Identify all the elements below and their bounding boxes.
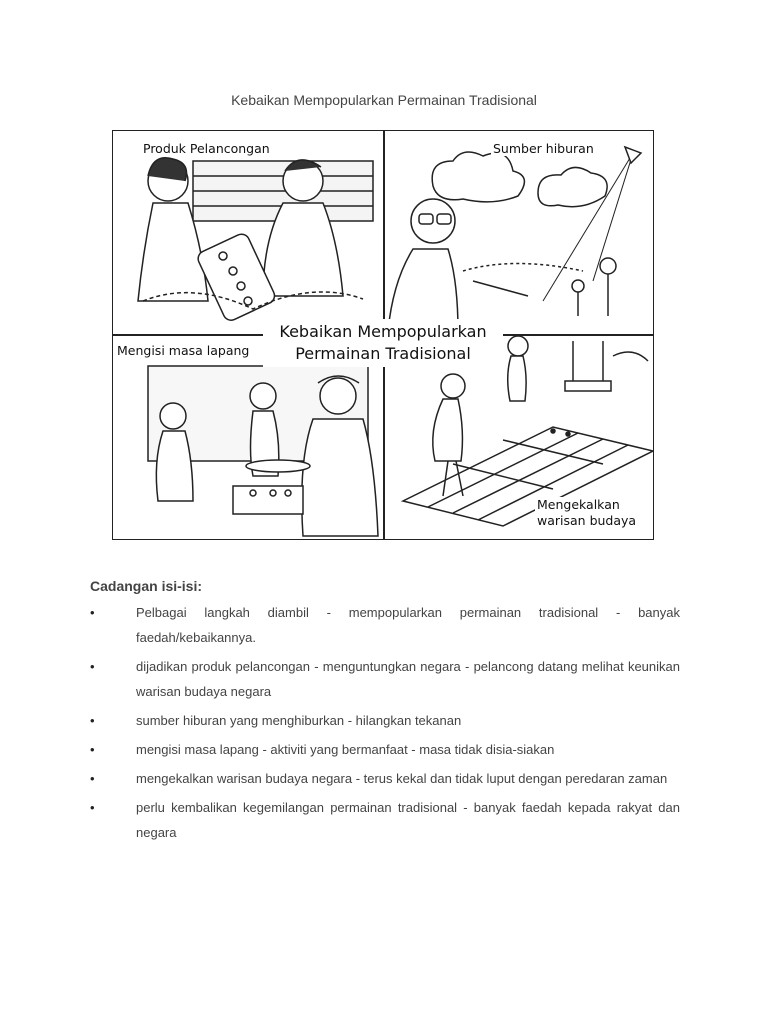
panel-label-entertainment: Sumber hiburan (493, 141, 594, 156)
point-text: mengisi masa lapang - aktiviti yang bermanfaat - masa tidak disia-siakan (136, 742, 555, 757)
point-text: Pelbagai langkah diambil - mempopularkan permainan tradisional - banyak faedah/kebaikannya. (136, 605, 680, 645)
list-item (90, 766, 680, 791)
bullet-icon: • (90, 771, 95, 786)
panel-label-heritage (535, 497, 638, 529)
list-item (90, 708, 680, 733)
figure-center-title-line2: Permainan Tradisional (295, 344, 471, 363)
panel-leisure-drawing (148, 366, 378, 536)
bullet-icon: • (90, 800, 95, 815)
bullet-icon: • (90, 713, 95, 728)
bullet-icon: • (90, 742, 95, 757)
point-text: perlu kembalikan kegemilangan permainan tradisional - banyak faedah kepada rakyat dan negara (136, 800, 680, 840)
figure-center-title (263, 319, 503, 367)
points-list (90, 600, 680, 849)
panel-label-leisure: Mengisi masa lapang (117, 343, 250, 358)
panel-congkak-drawing (138, 158, 373, 323)
panel-label-tourism: Produk Pelancongan (143, 141, 270, 156)
panel-kite-drawing (388, 147, 641, 331)
point-text: dijadikan produk pelancongan - menguntungkan negara - pelancong datang melihat keunikan warisan budaya negara (136, 659, 680, 699)
list-item (90, 795, 680, 845)
illustration-figure (112, 130, 654, 540)
figure-center-title-line1: Kebaikan Mempopularkan (279, 322, 487, 341)
point-text: mengekalkan warisan budaya negara - terus kekal dan tidak luput dengan peredaran zaman (136, 771, 668, 786)
bullet-icon: • (90, 659, 95, 674)
list-item (90, 654, 680, 704)
list-item (90, 600, 680, 650)
section-heading: Cadangan isi-isi: (90, 578, 203, 594)
point-text: sumber hiburan yang menghiburkan - hilangkan tekanan (136, 713, 462, 728)
panel-label-heritage-line2: warisan budaya (537, 513, 637, 528)
list-item (90, 737, 680, 762)
panel-label-heritage-line1: Mengekalkan (537, 497, 620, 512)
page-title: Kebaikan Mempopularkan Permainan Tradisional (231, 92, 537, 108)
bullet-icon: • (90, 605, 95, 620)
